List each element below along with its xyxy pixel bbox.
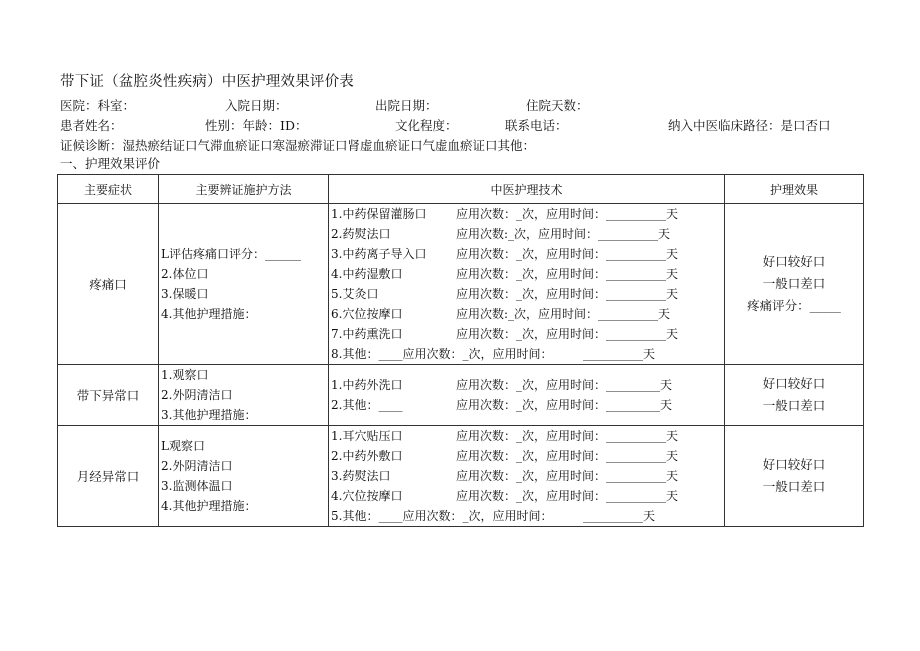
technique-item xyxy=(331,426,724,446)
technique-usage: 应用次数：_次，应用时间：__________天 xyxy=(456,247,679,261)
symptom-leukorrhea: 带下异常口 xyxy=(58,365,159,426)
technique-item xyxy=(331,324,724,344)
method-item: 4.其他护理措施： xyxy=(161,499,257,513)
header-method: 主要辨证施护方法 xyxy=(159,175,329,204)
technique-usage: 应用次数：_次，应用时间：__________天 xyxy=(456,267,679,281)
symptom-pain: 疼痛口 xyxy=(58,204,159,365)
technique-usage: 应用次数：_次，应用时间：__________天 xyxy=(456,207,679,221)
header-effect: 护理效果 xyxy=(725,175,864,204)
technique-item xyxy=(331,446,724,466)
technique-item xyxy=(331,244,724,264)
table-header-row xyxy=(58,175,864,204)
technique-item xyxy=(331,466,724,486)
methods-leukorrhea xyxy=(159,365,329,426)
effect-item: 一般口差口 xyxy=(762,276,826,291)
info-patient-name: 患者姓名： xyxy=(60,118,123,133)
symptom-menstrual: 月经异常口 xyxy=(58,426,159,527)
effect-pain xyxy=(725,204,864,365)
technique-name: 2.中药外敷口 xyxy=(331,449,403,463)
technique-name: 1.中药保留灌肠口 xyxy=(331,207,427,221)
technique-name: 3.中药离子导入口 xyxy=(331,247,427,261)
technique-name: 4.中药湿敷口 xyxy=(331,267,403,281)
technique-item xyxy=(331,284,724,304)
technique-usage: 应用次数：_次，应用时间：_________天 xyxy=(456,398,673,412)
effect-item: 疼痛评分：_____ xyxy=(747,298,841,313)
technique-item xyxy=(331,204,724,224)
info-education: 文化程度： xyxy=(395,118,458,133)
technique-item xyxy=(331,344,724,364)
method-item: L观察口 xyxy=(161,439,205,453)
technique-name: 1.耳穴贴压口 xyxy=(331,429,403,443)
effect-item: 一般口差口 xyxy=(762,398,826,413)
info-discharge-date: 出院日期： xyxy=(375,98,438,113)
form-title: 带下证（盆腔炎性疾病）中医护理效果评价表 xyxy=(60,74,354,90)
effect-item: 好口较好口 xyxy=(762,376,826,391)
techniques-pain xyxy=(329,204,725,365)
technique-item xyxy=(331,224,724,244)
technique-name: 8.其他：____应用次数：_次，应用时间： xyxy=(331,347,553,361)
technique-usage: 应用次数:_次，应用时间：__________天 xyxy=(456,227,671,241)
method-item: 1.观察口 xyxy=(161,368,209,382)
technique-usage: 应用次数:_次，应用时间：__________天 xyxy=(456,307,671,321)
table-row xyxy=(58,426,864,527)
technique-item xyxy=(331,304,724,324)
method-item: 3.其他护理措施： xyxy=(161,408,257,422)
table-row xyxy=(58,204,864,365)
technique-name: 6.穴位按摩口 xyxy=(331,307,403,321)
technique-usage: __________天 xyxy=(583,347,656,361)
technique-usage: 应用次数：_次，应用时间：__________天 xyxy=(456,429,679,443)
method-item: 3.监测体温口 xyxy=(161,479,233,493)
technique-item xyxy=(331,395,724,415)
evaluation-table xyxy=(57,174,864,527)
technique-usage: 应用次数：_次，应用时间：__________天 xyxy=(456,327,679,341)
effect-menstrual xyxy=(725,426,864,527)
technique-name: 7.中药熏洗口 xyxy=(331,327,403,341)
info-diagnosis: 证候诊断：湿热瘀结证口气滞血瘀证口寒湿瘀滞证口肾虚血瘀证口气虚血瘀证口其他： xyxy=(60,138,536,153)
technique-item xyxy=(331,375,724,395)
technique-name: 2.其他：____ xyxy=(331,398,403,412)
technique-name: 3.药熨法口 xyxy=(331,469,391,483)
technique-name: 2.药熨法口 xyxy=(331,227,391,241)
method-item: 2.外阴清洁口 xyxy=(161,388,233,402)
section-title: 一、护理效果评价 xyxy=(60,156,161,171)
technique-item xyxy=(331,264,724,284)
technique-item xyxy=(331,486,724,506)
info-sex-age-id: 性别：年龄：ID： xyxy=(205,118,308,133)
techniques-leukorrhea xyxy=(329,365,725,426)
info-hospital: 医院：科室： xyxy=(60,98,136,113)
method-item: 2.体位口 xyxy=(161,267,209,281)
technique-name: 5.其他：____应用次数：_次，应用时间： xyxy=(331,509,553,523)
method-item: 2.外阴清洁口 xyxy=(161,459,233,473)
header-technique: 中医护理技术 xyxy=(329,175,725,204)
technique-item xyxy=(331,506,724,526)
method-item: 3.保暖口 xyxy=(161,287,209,301)
info-clinical-pathway: 纳入中医临床路径：是口否口 xyxy=(668,118,831,133)
technique-usage: __________天 xyxy=(583,509,656,523)
info-stay-days: 住院天数： xyxy=(526,98,589,113)
technique-name: 4.穴位按摩口 xyxy=(331,489,403,503)
method-item: 4.其他护理措施： xyxy=(161,307,257,321)
method-item: L评估疼痛口评分：______ xyxy=(161,247,301,261)
effect-item: 好口较好口 xyxy=(762,254,826,269)
technique-usage: 应用次数：_次，应用时间：__________天 xyxy=(456,469,679,483)
techniques-menstrual xyxy=(329,426,725,527)
header-symptom: 主要症状 xyxy=(58,175,159,204)
effect-item: 好口较好口 xyxy=(762,457,826,472)
technique-name: 5.艾灸口 xyxy=(331,287,379,301)
technique-usage: 应用次数：_次，应用时间：__________天 xyxy=(456,287,679,301)
table-row xyxy=(58,365,864,426)
technique-usage: 应用次数：_次，应用时间：__________天 xyxy=(456,489,679,503)
technique-usage: 应用次数：_次，应用时间：_________天 xyxy=(456,378,673,392)
effect-item: 一般口差口 xyxy=(762,479,826,494)
info-phone: 联系电话： xyxy=(505,118,568,133)
methods-pain xyxy=(159,204,329,365)
technique-name: 1.中药外洗口 xyxy=(331,378,403,392)
effect-leukorrhea xyxy=(725,365,864,426)
methods-menstrual xyxy=(159,426,329,527)
technique-usage: 应用次数：_次，应用时间：__________天 xyxy=(456,449,679,463)
info-admit-date: 入院日期： xyxy=(225,98,288,113)
